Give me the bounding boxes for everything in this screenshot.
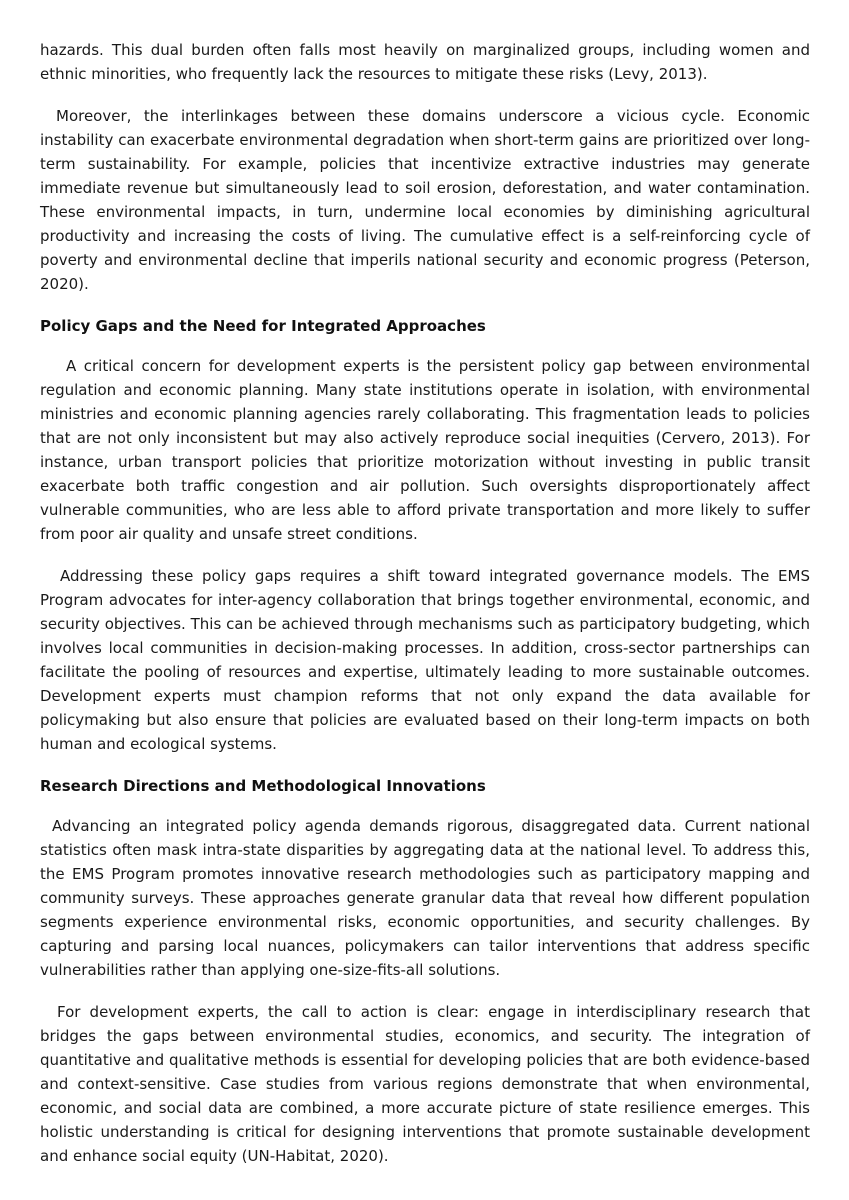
body-paragraph: hazards. This dual burden often falls most heavily on marginalized groups, including women and ethnic minorities, who frequently lack the resources to mitigate these risks (Levy, 2013). xyxy=(40,41,810,83)
section-heading-policy-gaps: Policy Gaps and the Need for Integrated Approaches xyxy=(40,317,486,335)
body-paragraph: Advancing an integrated policy agenda demands rigorous, disaggregated data. Current national statistics often mask intra-state disparities by aggregating data at the national level. To address this, the EMS Program promotes innovative research methodologies such as participatory mapping and community surveys. These approaches generate granular data that reveal how different population segments experience environmental risks, economic opportunities, and security challenges. By capturing and parsing local nuances, policymakers can tailor interventions that address specific vulnerabilities rather than applying one-size-fits-all solutions. xyxy=(40,817,810,979)
body-paragraph: A critical concern for development experts is the persistent policy gap between environmental regulation and economic planning. Many state institutions operate in isolation, with environmental ministries and economic planning agencies rarely collaborating. This fragmentation leads to policies that are not only inconsistent but may also actively reproduce social inequities (Cervero, 2013). For instance, urban transport policies that prioritize motorization without investing in public transit exacerbate both traffic congestion and air pollution. Such oversights disproportionately affect vulnerable communities, who are less able to afford private transportation and more likely to suffer from poor air quality and unsafe street conditions. xyxy=(40,357,810,543)
document-page xyxy=(40,38,810,1186)
body-paragraph: Addressing these policy gaps requires a shift toward integrated governance models. The EMS Program advocates for inter-agency collaboration that brings together environmental, economic, and security objectives. This can be achieved through mechanisms such as participatory budgeting, which involves local communities in decision-making processes. In addition, cross-sector partnerships can facilitate the pooling of resources and expertise, ultimately leading to more sustainable outcomes. Development experts must champion reforms that not only expand the data available for policymaking but also ensure that policies are evaluated based on their long-term impacts on both human and ecological systems. xyxy=(40,567,810,753)
body-paragraph: For development experts, the call to action is clear: engage in interdisciplinary research that bridges the gaps between environmental studies, economics, and security. The integration of quantitative and qualitative methods is essential for developing policies that are both evidence-based and context-sensitive. Case studies from various regions demonstrate that when environmental, economic, and social data are combined, a more accurate picture of state resilience emerges. This holistic understanding is critical for designing interventions that promote sustainable development and enhance social equity (UN-Habitat, 2020). xyxy=(40,1003,810,1165)
body-paragraph: Moreover, the interlinkages between these domains underscore a vicious cycle. Economic instability can exacerbate environmental degradation when short-term gains are prioritized over long-term sustainability. For example, policies that incentivize extractive industries may generate immediate revenue but simultaneously lead to soil erosion, deforestation, and water contamination. These environmental impacts, in turn, undermine local economies by diminishing agricultural productivity and increasing the costs of living. The cumulative effect is a self-reinforcing cycle of poverty and environmental decline that imperils national security and economic progress (Peterson, 2020). xyxy=(40,107,810,293)
section-heading-research-directions: Research Directions and Methodological Innovations xyxy=(40,777,486,795)
